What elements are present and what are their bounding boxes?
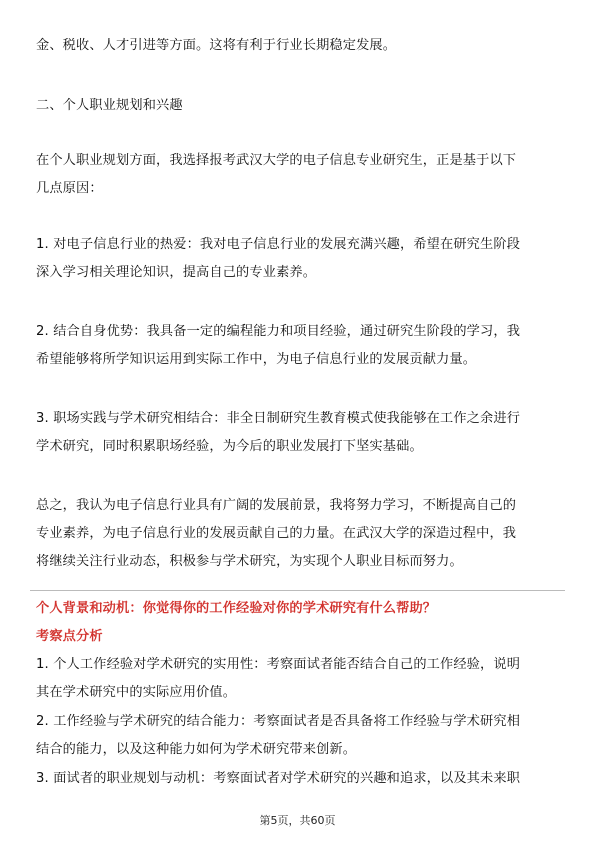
analysis-line: 其在学术研究中的实际应用价值。 xyxy=(36,685,237,700)
paragraph-line: 3. 职场实践与学术研究相结合：非全日制研究生教育模式使我能够在工作之余进行 xyxy=(36,411,521,426)
paragraph-line: 金、税收、人才引进等方面。这将有利于行业长期稳定发展。 xyxy=(36,38,397,53)
paragraph-line: 希望能够将所学知识运用到实际工作中，为电子信息行业的发展贡献力量。 xyxy=(36,352,477,367)
paragraph-line: 学术研究，同时积累职场经验，为今后的职业发展打下坚实基础。 xyxy=(36,439,423,454)
paragraph-line: 1. 对电子信息行业的热爱：我对电子信息行业的发展充满兴趣，希望在研究生阶段 xyxy=(36,237,521,252)
analysis-line: 3. 面试者的职业规划与动机：考察面试者对学术研究的兴趣和追求，以及其未来职 xyxy=(36,771,521,786)
page-number: 第5页，共60页 xyxy=(259,814,336,827)
paragraph-line: 2. 结合自身优势：我具备一定的编程能力和项目经验，通过研究生阶段的学习，我 xyxy=(36,324,521,339)
paragraph-line: 深入学习相关理论知识，提高自己的专业素养。 xyxy=(36,265,317,280)
analysis-line: 结合的能力，以及这种能力如何为学术研究带来创新。 xyxy=(36,742,357,757)
paragraph-line: 总之，我认为电子信息行业具有广阔的发展前景，我将努力学习，不断提高自己的 xyxy=(36,498,517,513)
paragraph-line: 几点原因： xyxy=(36,181,103,196)
section-heading: 二、个人职业规划和兴趣 xyxy=(36,98,183,113)
analysis-line: 1. 个人工作经验对学术研究的实用性：考察面试者能否结合自己的工作经验，说明 xyxy=(36,657,521,672)
question-heading: 个人背景和动机：你觉得你的工作经验对你的学术研究有什么帮助？ xyxy=(36,601,437,616)
section-divider xyxy=(30,590,565,591)
paragraph-line: 将继续关注行业动态，积极参与学术研究，为实现个人职业目标而努力。 xyxy=(36,554,463,569)
analysis-heading: 考察点分析 xyxy=(36,629,103,644)
paragraph-line: 在个人职业规划方面，我选择报考武汉大学的电子信息专业研究生，正是基于以下 xyxy=(36,153,517,168)
analysis-line: 2. 工作经验与学术研究的结合能力：考察面试者是否具备将工作经验与学术研究相 xyxy=(36,714,521,729)
paragraph-line: 专业素养，为电子信息行业的发展贡献自己的力量。在武汉大学的深造过程中，我 xyxy=(36,526,517,541)
